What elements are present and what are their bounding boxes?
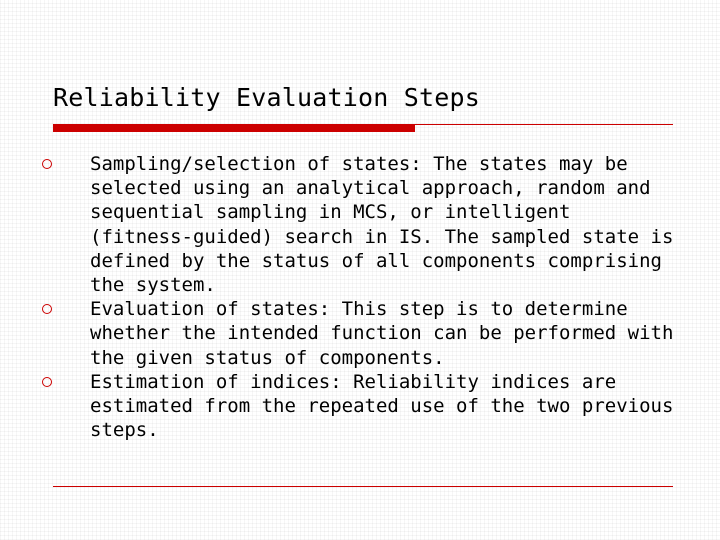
- hollow-circle-bullet-icon: [42, 159, 52, 169]
- hollow-circle-bullet-icon: [42, 304, 52, 314]
- bullet-item: [90, 370, 680, 443]
- bullet-text: Estimation of indices: Reliability indices are estimated from the repeated use of the two previous steps.: [90, 370, 674, 442]
- bottom-divider: [53, 486, 673, 487]
- bullet-text: Sampling/selection of states: The states may be selected using an analytical approach, random and sequential sampling in MCS, or intelligent (fitness-guided) search in IS. The sampled state is defined by the status of all components comprising the system.: [90, 153, 674, 297]
- bullet-text: Evaluation of states: This step is to determine whether the intended function can be performed with the given status of components.: [90, 298, 674, 369]
- bullet-list: [90, 152, 680, 442]
- slide-title: Reliability Evaluation Steps: [53, 83, 481, 112]
- bullet-item: [90, 152, 680, 297]
- title-underline-thick: [53, 124, 415, 132]
- bullet-item: [90, 297, 680, 370]
- hollow-circle-bullet-icon: [42, 377, 52, 387]
